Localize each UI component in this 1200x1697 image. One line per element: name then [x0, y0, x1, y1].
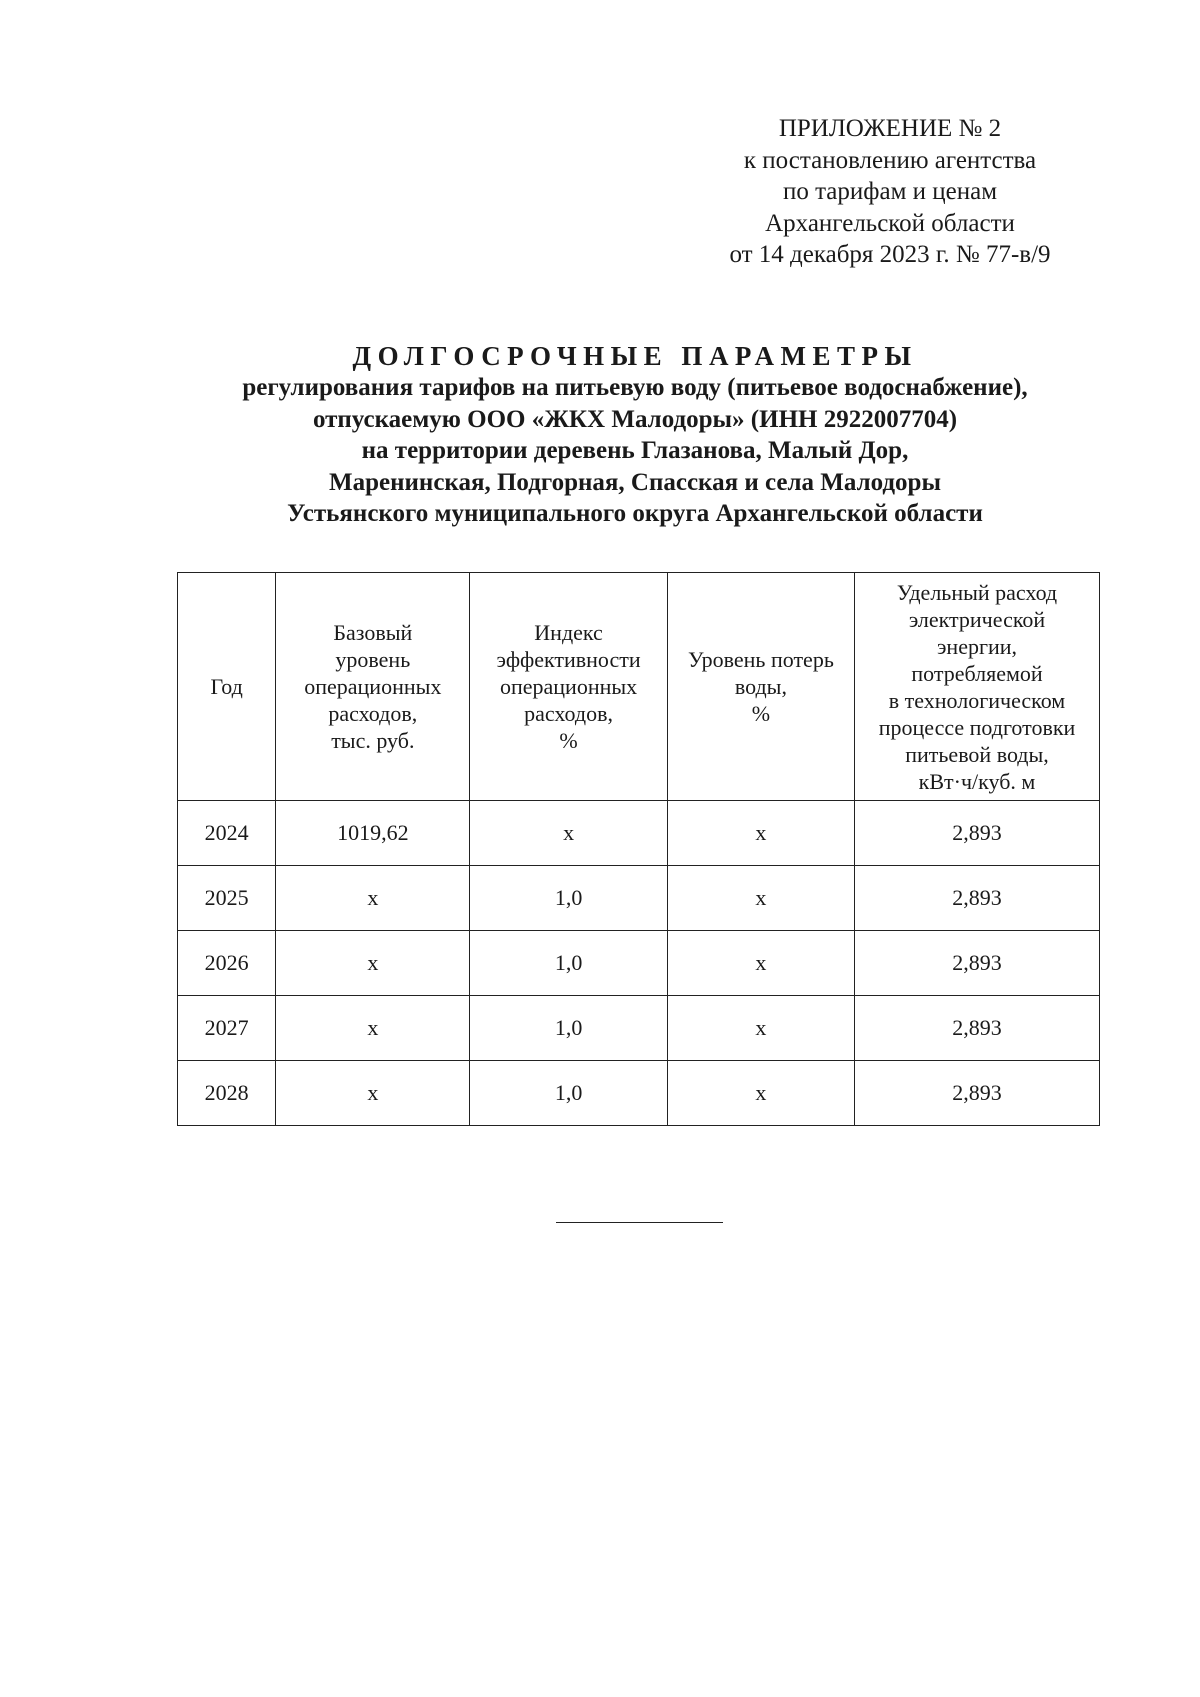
cell-specific-energy: 2,893: [855, 866, 1100, 931]
table-row: [178, 1061, 1100, 1126]
header-text: воды,: [734, 674, 787, 699]
parameters-table: [177, 572, 1100, 1126]
appendix-number: ПРИЛОЖЕНИЕ № 2: [778, 115, 1002, 142]
header-text: эффективности: [496, 647, 641, 672]
header-text: в технологическом: [888, 687, 1066, 713]
header-efficiency-index: [470, 573, 667, 801]
title-line: отпускаемую ООО «ЖКХ Малодоры» (ИНН 2922007704): [312, 405, 958, 433]
cell-base-opex: 1019,62: [276, 801, 470, 866]
header-text: уровень: [335, 647, 411, 672]
header-water-loss: [667, 573, 854, 801]
header-text: расходов,: [524, 701, 613, 726]
cell-water-loss: x: [667, 801, 854, 866]
table-row: [178, 866, 1100, 931]
header-specific-energy: [855, 573, 1100, 801]
title-line: Маренинская, Подгорная, Спасская и села Малодоры: [329, 468, 941, 496]
header-text: Базовый: [333, 620, 413, 645]
header-year: [178, 573, 276, 801]
header-text: электрической: [908, 606, 1046, 632]
cell-specific-energy: 2,893: [855, 931, 1100, 996]
cell-specific-energy: 2,893: [855, 1061, 1100, 1126]
header-text: операционных: [304, 674, 442, 699]
cell-efficiency-index: 1,0: [470, 996, 667, 1061]
table-row: [178, 801, 1100, 866]
header-text: тыс. руб.: [331, 728, 415, 753]
header-text: питьевой воды,: [905, 741, 1049, 767]
header-text: расходов,: [328, 701, 418, 726]
title-line: Устьянского муниципального округа Архангельской области: [287, 500, 983, 527]
appendix-reference-line: по тарифам и ценам: [782, 178, 998, 205]
table-row: [178, 931, 1100, 996]
cell-base-opex: x: [276, 866, 470, 931]
appendix-header: [690, 113, 1090, 271]
header-text: Удельный расход: [896, 579, 1058, 605]
document-title: [150, 340, 1120, 530]
header-text: Уровень потерь: [687, 647, 834, 672]
header-text: Индекс: [534, 620, 603, 645]
cell-efficiency-index: 1,0: [470, 931, 667, 996]
cell-efficiency-index: 1,0: [470, 1061, 667, 1126]
appendix-date-line: от 14 декабря 2023 г. № 77-в/9: [729, 241, 1051, 268]
title-line: на территории деревень Глазанова, Малый Дор,: [361, 437, 909, 464]
cell-water-loss: x: [667, 931, 854, 996]
table-header-row: [178, 573, 1100, 801]
title-main: ДОЛГОСРОЧНЫЕ ПАРАМЕТРЫ: [352, 341, 918, 371]
appendix-reference-line: Архангельской области: [765, 209, 1015, 237]
title-line: регулирования тарифов на питьевую воду (питьевое водоснабжение),: [242, 374, 1028, 401]
header-text: Год: [210, 674, 243, 699]
cell-year: 2028: [178, 1061, 276, 1126]
appendix-reference-line: к постановлению агентства: [743, 146, 1037, 174]
header-text: энергии,: [936, 633, 1018, 659]
cell-water-loss: x: [667, 866, 854, 931]
cell-specific-energy: 2,893: [855, 996, 1100, 1061]
end-separator-line: [556, 1222, 723, 1223]
cell-water-loss: x: [667, 996, 854, 1061]
header-text: %: [559, 728, 578, 753]
header-base-opex: [276, 573, 470, 801]
cell-efficiency-index: 1,0: [470, 866, 667, 931]
cell-specific-energy: 2,893: [855, 801, 1100, 866]
header-text: кВт·ч/куб. м: [918, 768, 1036, 794]
cell-year: 2025: [178, 866, 276, 931]
header-text: операционных: [499, 674, 638, 699]
cell-year: 2024: [178, 801, 276, 866]
cell-efficiency-index: x: [470, 801, 667, 866]
header-text: %: [751, 701, 771, 726]
cell-year: 2026: [178, 931, 276, 996]
cell-base-opex: x: [276, 996, 470, 1061]
table-row: [178, 996, 1100, 1061]
cell-base-opex: x: [276, 931, 470, 996]
header-text: потребляемой: [911, 660, 1043, 686]
header-text: процессе подготовки: [878, 714, 1076, 740]
cell-base-opex: x: [276, 1061, 470, 1126]
cell-year: 2027: [178, 996, 276, 1061]
cell-water-loss: x: [667, 1061, 854, 1126]
